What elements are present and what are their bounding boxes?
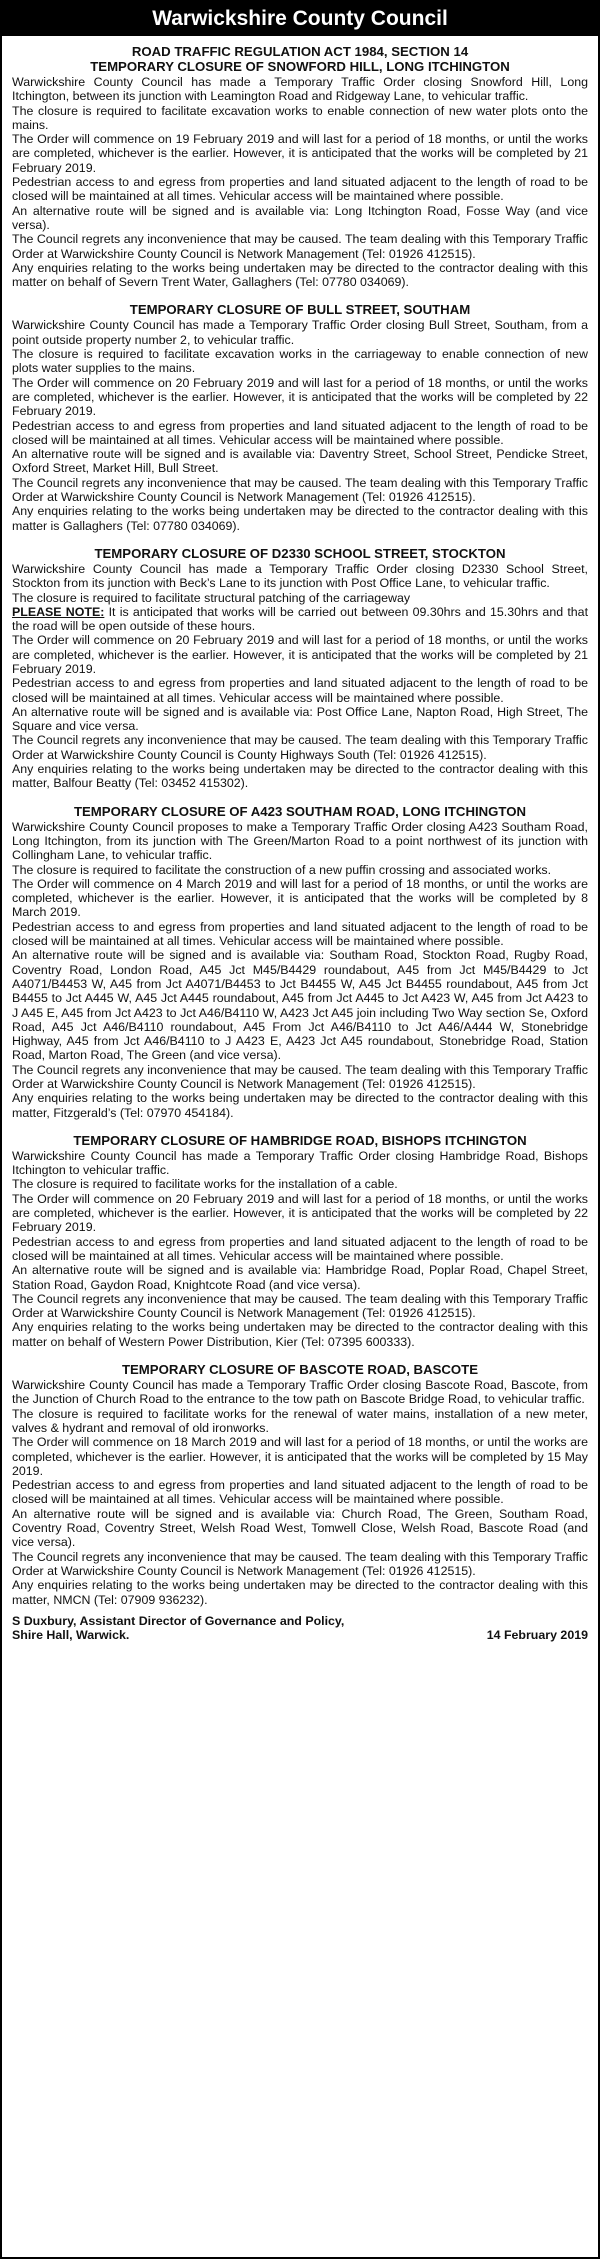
- notice-heading: TEMPORARY CLOSURE OF D2330 SCHOOL STREET, STOCKTON: [94, 545, 506, 561]
- notice-paragraph: An alternative route will be signed and is available via: Hambridge Road, Poplar Road, Chapel Street, Station Road, Gaydon Road, Knightcote Road (and vice versa).: [12, 1263, 588, 1292]
- notice-paragraph: The Council regrets any inconvenience that may be caused. The team dealing with this Temporary Traffic Order at Warwickshire County Council is County Highways South (Tel: 01926 412515).: [12, 733, 588, 762]
- council-banner: Warwickshire County Council: [2, 2, 598, 36]
- notice-paragraph: An alternative route will be signed and is available via: Daventry Street, School Street, Pendicke Street, Oxford Street, Market Hill, Bull Street.: [12, 447, 588, 476]
- notice-paragraph: Any enquiries relating to the works being undertaken may be directed to the contractor dealing with this matter is Gallaghers (Tel: 07780 034069).: [12, 504, 588, 533]
- notice-paragraph: The Council regrets any inconvenience that may be caused. The team dealing with this Temporary Traffic Order at Warwickshire County Council is Network Management (Tel: 01926 412515).: [12, 475, 588, 505]
- notice-paragraph: The Council regrets any inconvenience that may be caused. The team dealing with this Temporary Traffic Order at Warwickshire County Council is Network Management (Tel: 01926 412515).: [12, 1549, 588, 1578]
- notice-heading: TEMPORARY CLOSURE OF A423 SOUTHAM ROAD, LONG ITCHINGTON: [73, 803, 527, 819]
- notice-heading: ROAD TRAFFIC REGULATION ACT 1984, SECTION 14: [131, 44, 469, 59]
- notice-paragraph: Pedestrian access to and egress from properties and land situated adjacent to the length of road to be closed will be maintained at all times. Vehicular access will be maintained where possible.: [12, 1234, 588, 1263]
- notice-paragraph: The Order will commence on 19 February 2019 and will last for a period of 18 months, or until the works are completed, whichever is the earlier. However, it is anticipated that the works will be completed by 21 February 2019.: [12, 132, 588, 175]
- notice-paragraph: Any enquiries relating to the works being undertaken may be directed to the contractor dealing with this matter, Balfour Beatty (Tel: 03452 415302).: [12, 762, 588, 791]
- notice-section: [12, 44, 588, 289]
- notice-paragraph: An alternative route will be signed and is available via: Southam Road, Stockton Road, Rugby Road, Coventry Road, London Road, A45 Jct M45/B4429 roundabout, A45 from Jct M45/B4429 to Jct A4071/B4453 W, A45 from Jct A4071/B4453 to Jct B4455 W, A45 Jct B4455 roundabout, A45 from Jct B4455 to Jct A445 W, A45 Jct A445 roundabout, A45 from Jct A445 to Jct A423 W, A45 from Jct A423 to J A45 E, A45 from Jct A423 to Jct A46/B4110 W, A423 Jct A45 join including Two Way section Se, Oxford Road, A45 Jct A46/B4110 roundabout, A45 From Jct A46/B4110 to Jct A46/A444 W, Stonebridge Highway, A45 from Jct A46/B4110 to J A423 E, A423 Jct A45 roundabout, Stonebridge Road, Station Road, Marton Road, The Green (and vice versa).: [12, 948, 588, 1063]
- notice-paragraph: Any enquiries relating to the works being undertaken may be directed to the contractor dealing with this matter on behalf of Western Power Distribution, Kier (Tel: 07395 600333).: [12, 1320, 588, 1349]
- notice-paragraph: An alternative route will be signed and is available via: Church Road, The Green, Southam Road, Coventry Road, Coventry Street, Welsh Road West, Tomwell Close, Welsh Road, Bascote Road (and vice versa).: [12, 1506, 588, 1550]
- notice-paragraph: Warwickshire County Council has made a Temporary Traffic Order closing Snowford Hill, Long Itchington, between its junction with Leamington Road and Ridgeway Lane, to vehicular traffic.: [12, 75, 588, 104]
- notice-paragraph: An alternative route will be signed and is available via: Long Itchington Road, Fosse Way (and vice versa).: [12, 203, 588, 232]
- notice-paragraph: The Order will commence on 4 March 2019 and will last for a period of 18 months, or until the works are completed, whichever is the earlier. However, it is anticipated that the works will be completed by 8 March 2019.: [12, 876, 588, 920]
- notice-paragraph: Any enquiries relating to the works being undertaken may be directed to the contractor dealing with this matter on behalf of Severn Trent Water, Gallaghers (Tel: 07780 034069).: [12, 260, 588, 290]
- notice-section: [12, 1362, 588, 1607]
- notice-paragraph: Pedestrian access to and egress from properties and land situated adjacent to the length of road to be closed will be maintained at all times. Vehicular access will be maintained where possible.: [12, 919, 588, 949]
- signatory-address: Shire Hall, Warwick.: [12, 1628, 130, 1643]
- notice-footer: [12, 1614, 588, 1643]
- notice-heading: TEMPORARY CLOSURE OF SNOWFORD HILL, LONG ITCHINGTON: [90, 59, 510, 74]
- notice-paragraph: Warwickshire County Council has made a Temporary Traffic Order closing Bascote Road, Bascote, from the Junction of Church Road to the entrance to the tow path on Bascote Bridge Road, to vehicular traffic.: [12, 1378, 588, 1407]
- notice-paragraph: Pedestrian access to and egress from properties and land situated adjacent to the length of road to be closed will be maintained at all times. Vehicular access will be maintained where possible.: [12, 175, 588, 204]
- please-note-paragraph: [12, 605, 588, 634]
- notice-paragraph: The Order will commence on 20 February 2019 and will last for a period of 18 months, or until the works are completed, whichever is the earlier. However, it is anticipated that the works will be completed by 22 February 2019.: [12, 1191, 588, 1235]
- please-note-label: PLEASE NOTE:: [12, 604, 105, 619]
- notice-section: [12, 546, 588, 791]
- notice-section: [12, 804, 588, 1120]
- signatory-name: S Duxbury, Assistant Director of Governance and Policy,: [12, 1613, 345, 1628]
- notice-paragraph: The Order will commence on 18 March 2019 and will last for a period of 18 months, or until the works are completed, whichever is the earlier. However, it is anticipated that the works will be completed by 15 May 2019.: [12, 1435, 588, 1478]
- notice-content: [2, 36, 598, 1642]
- signatory-block: [12, 1614, 344, 1643]
- notice-paragraph: The closure is required to facilitate excavation works to enable connection of new water plots onto the mains.: [12, 103, 588, 132]
- notice-section: [12, 302, 588, 532]
- notice-paragraph: Pedestrian access to and egress from properties and land situated adjacent to the length of road to be closed will be maintained at all times. Vehicular access will be maintained where possible.: [12, 1478, 588, 1507]
- notice-paragraph: The Council regrets any inconvenience that may be caused. The team dealing with this Temporary Traffic Order at Warwickshire County Council is Network Management (Tel: 01926 412515).: [12, 1062, 588, 1091]
- notice-paragraph: Pedestrian access to and egress from properties and land situated adjacent to the length of road to be closed will be maintained at all times. Vehicular access will be maintained where possible.: [12, 418, 588, 447]
- notice-paragraph: The closure is required to facilitate works for the installation of a cable.: [12, 1177, 398, 1192]
- notice-paragraph: Pedestrian access to and egress from properties and land situated adjacent to the length of road to be closed will be maintained at all times. Vehicular access will be maintained where possible.: [12, 676, 588, 705]
- notice-paragraph: Warwickshire County Council has made a Temporary Traffic Order closing Hambridge Road, Bishops Itchington to vehicular traffic.: [12, 1148, 588, 1178]
- notice-paragraph: Any enquiries relating to the works being undertaken may be directed to the contractor dealing with this matter, Fitzgerald’s (Tel: 07970 454184).: [12, 1091, 588, 1120]
- notice-paragraph: Any enquiries relating to the works being undertaken may be directed to the contractor dealing with this matter, NMCN (Tel: 07909 936232).: [12, 1578, 588, 1607]
- notice-paragraph: The closure is required to facilitate excavation works in the carriageway to enable connection of new plots water supplies to the mains.: [12, 347, 588, 376]
- notice-paragraph: Warwickshire County Council has made a Temporary Traffic Order closing D2330 School Street, Stockton from its junction with Beck’s Lane to its junction with Post Office Lane, to vehicular traffic.: [12, 561, 588, 591]
- notice-date: 14 February 2019: [486, 1628, 588, 1643]
- notice-heading: TEMPORARY CLOSURE OF BASCOTE ROAD, BASCOTE: [121, 1362, 479, 1378]
- notice-paragraph: Warwickshire County Council has made a Temporary Traffic Order closing Bull Street, Southam, from a point outside property number 2, to vehicular traffic.: [12, 318, 588, 347]
- notice-section: [12, 1133, 588, 1349]
- notice-paragraph: The Council regrets any inconvenience that may be caused. The team dealing with this Temporary Traffic Order at Warwickshire County Council is Network Management (Tel: 01926 412515).: [12, 232, 588, 261]
- notice-paragraph: An alternative route will be signed and is available via: Post Office Lane, Napton Road, High Street, The Square and vice versa.: [12, 704, 588, 734]
- please-note-text: It is anticipated that works will be carried out between 09.30hrs and 15.30hrs and that the road will be open outside of these hours.: [12, 604, 589, 634]
- notice-heading: TEMPORARY CLOSURE OF BULL STREET, SOUTHAM: [129, 302, 471, 318]
- notice-paragraph: Warwickshire County Council proposes to make a Temporary Traffic Order closing A423 Southam Road, Long Itchington, from its junction with The Green/Marton Road to a point northwest of its junction with Collingham Lane, to vehicular traffic.: [12, 819, 588, 863]
- notice-paragraph: The Order will commence on 20 February 2019 and will last for a period of 18 months, or until the works are completed, whichever is the earlier. However, it is anticipated that the works will be completed by 22 February 2019.: [12, 375, 588, 419]
- notice-paragraph: The closure is required to facilitate the construction of a new puffin crossing and associated works.: [12, 862, 552, 877]
- notice-paragraph: The Order will commence on 20 February 2019 and will last for a period of 18 months, or until the works are completed, whichever is the earlier. However, it is anticipated that the works will be completed by 21 February 2019.: [12, 633, 588, 676]
- notice-heading: TEMPORARY CLOSURE OF HAMBRIDGE ROAD, BISHOPS ITCHINGTON: [73, 1132, 527, 1148]
- notice-paragraph: The closure is required to facilitate structural patching of the carriageway: [12, 590, 411, 605]
- notice-paragraph: The Council regrets any inconvenience that may be caused. The team dealing with this Temporary Traffic Order at Warwickshire County Council is Network Management (Tel: 01926 412515).: [12, 1291, 588, 1321]
- notice-paragraph: The closure is required to facilitate works for the renewal of water mains, installation of a new meter, valves & hydrant and removal of old ironworks.: [12, 1406, 588, 1435]
